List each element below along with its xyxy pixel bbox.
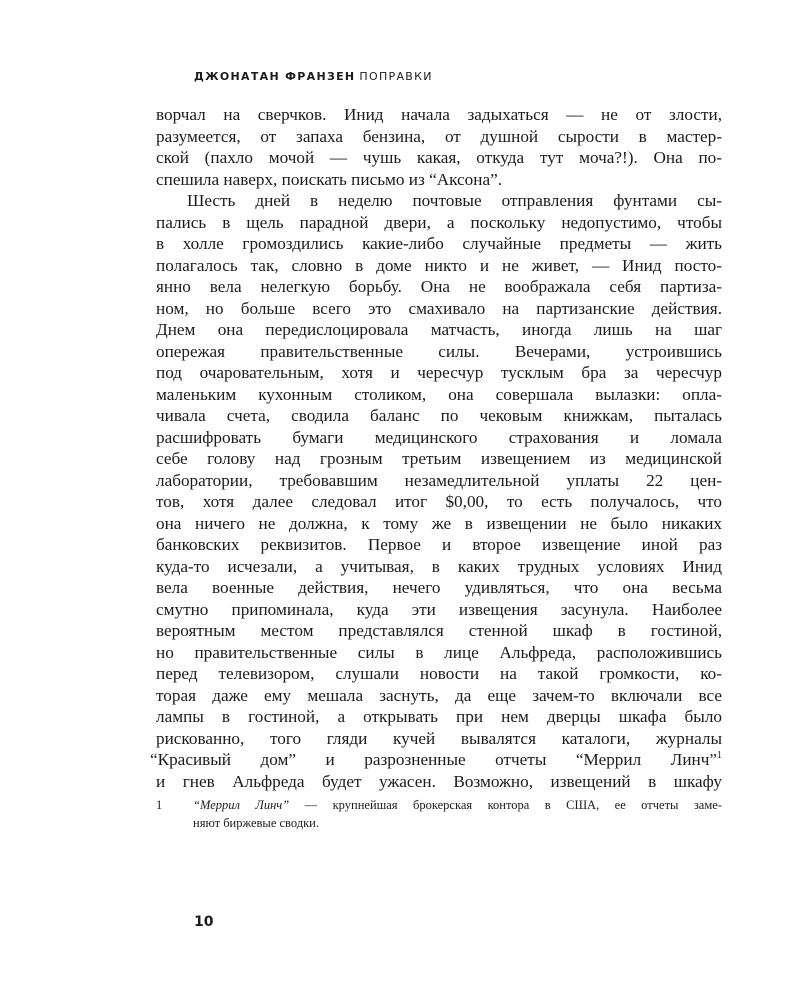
text-line: вела военные действия, нечего удивляться, что она весьма: [156, 578, 722, 597]
footnote-number: 1: [156, 798, 163, 812]
footnote-line-2: няют биржевые сводки.: [193, 816, 319, 830]
text-line: опережая правительственные силы. Вечерами, устроившись: [156, 341, 722, 361]
text-line: рискованно, того гляди кучей вывалятся каталоги, журналы: [156, 728, 722, 748]
text-line: тов, хотя далее следовал итог $0,00, то есть получалось, что: [156, 492, 722, 511]
text-line: и гнев Альфреда будет ужасен. Возможно, извещений в шкафу: [156, 771, 722, 791]
text-line: лаборатории, требовавшим незамедлительной уплаты 22 цен-: [156, 470, 722, 490]
body-text: [150, 104, 722, 792]
running-head: [194, 70, 433, 83]
running-head-title: ПОПРАВКИ: [359, 70, 433, 83]
text-line: спешила наверх, поискать письмо из “Аксона”.: [156, 169, 503, 189]
text-line-with-footnote-ref: [150, 749, 722, 771]
page-number: 10: [194, 914, 214, 930]
text-line: но правительственные силы в лице Альфреда, расположившись: [156, 642, 722, 662]
footnote-line-1: — крупнейшая брокерская контора в США, ее отчеты заме-: [289, 798, 722, 812]
text-line: банковских реквизитов. Первое и второе извещение иной раз: [156, 535, 722, 554]
footnote: [156, 796, 722, 832]
footnote-term: “Меррил Линч”: [193, 798, 290, 812]
footnote-line: [193, 796, 722, 814]
text-line: вероятным местом представлялся стенной шкаф в гостиной,: [156, 621, 722, 640]
text-line: торая даже ему мешала заснуть, да еще зачем-то включали все: [156, 685, 722, 705]
text-line: полагалось так, словно в доме никто и не живет, — Инид посто-: [156, 255, 722, 275]
text-line: под очаровательным, хотя и чересчур тусклым бра за чересчур: [156, 363, 722, 382]
text-line-content: “Красивый дом” и разрозненные отчеты “Меррил Линч”: [150, 750, 717, 769]
text-line: разумеется, от запаха бензина, от душной сырости в мастер-: [156, 126, 722, 146]
running-head-author: ДЖОНАТАН ФРАНЗЕН: [194, 70, 356, 83]
text-line: ном, но больше всего это смахивало на партизанские действия.: [156, 298, 722, 318]
text-line: ворчал на сверчков. Инид начала задыхаться — не от злости,: [156, 105, 722, 124]
text-line: ской (пахло мочой — чушь какая, откуда тут моча?!). Она по-: [156, 148, 722, 167]
text-line: янно вела нелегкую борьбу. Она не воображала себя партиза-: [156, 277, 722, 296]
text-line: она ничего не должна, к тому же в извещении не было никаких: [156, 513, 722, 533]
text-line: Шесть дней в неделю почтовые отправления фунтами сы-: [187, 191, 722, 210]
text-line: Днем она передислоцировала матчасть, иногда лишь на шаг: [156, 320, 722, 339]
text-line: себе голову над грозным третьим извещением из медицинской: [156, 449, 722, 468]
text-line: перед телевизором, слушали новости на такой громкости, ко-: [156, 664, 722, 683]
text-line: чивала счета, сводила баланс по чековым книжкам, пыталась: [156, 406, 722, 425]
footnote-reference[interactable]: 1: [717, 750, 722, 761]
text-line: лампы в гостиной, а открывать при нем дверцы шкафа было: [156, 707, 722, 726]
text-line: в холле громоздились какие-либо случайные предметы — жить: [156, 234, 722, 253]
text-line: маленьким кухонным столиком, она совершала вылазки: опла-: [156, 384, 722, 404]
footnote-text: [193, 796, 722, 832]
text-line: смутно припоминала, куда эти извещения засунула. Наиболее: [156, 599, 722, 619]
text-line: куда-то исчезали, а учитывая, в каких трудных условиях Инид: [156, 556, 722, 576]
text-line: расшифровать бумаги медицинского страхования и ломала: [156, 427, 722, 447]
text-line: пались в щель парадной двери, а поскольку недопустимо, чтобы: [156, 212, 722, 232]
